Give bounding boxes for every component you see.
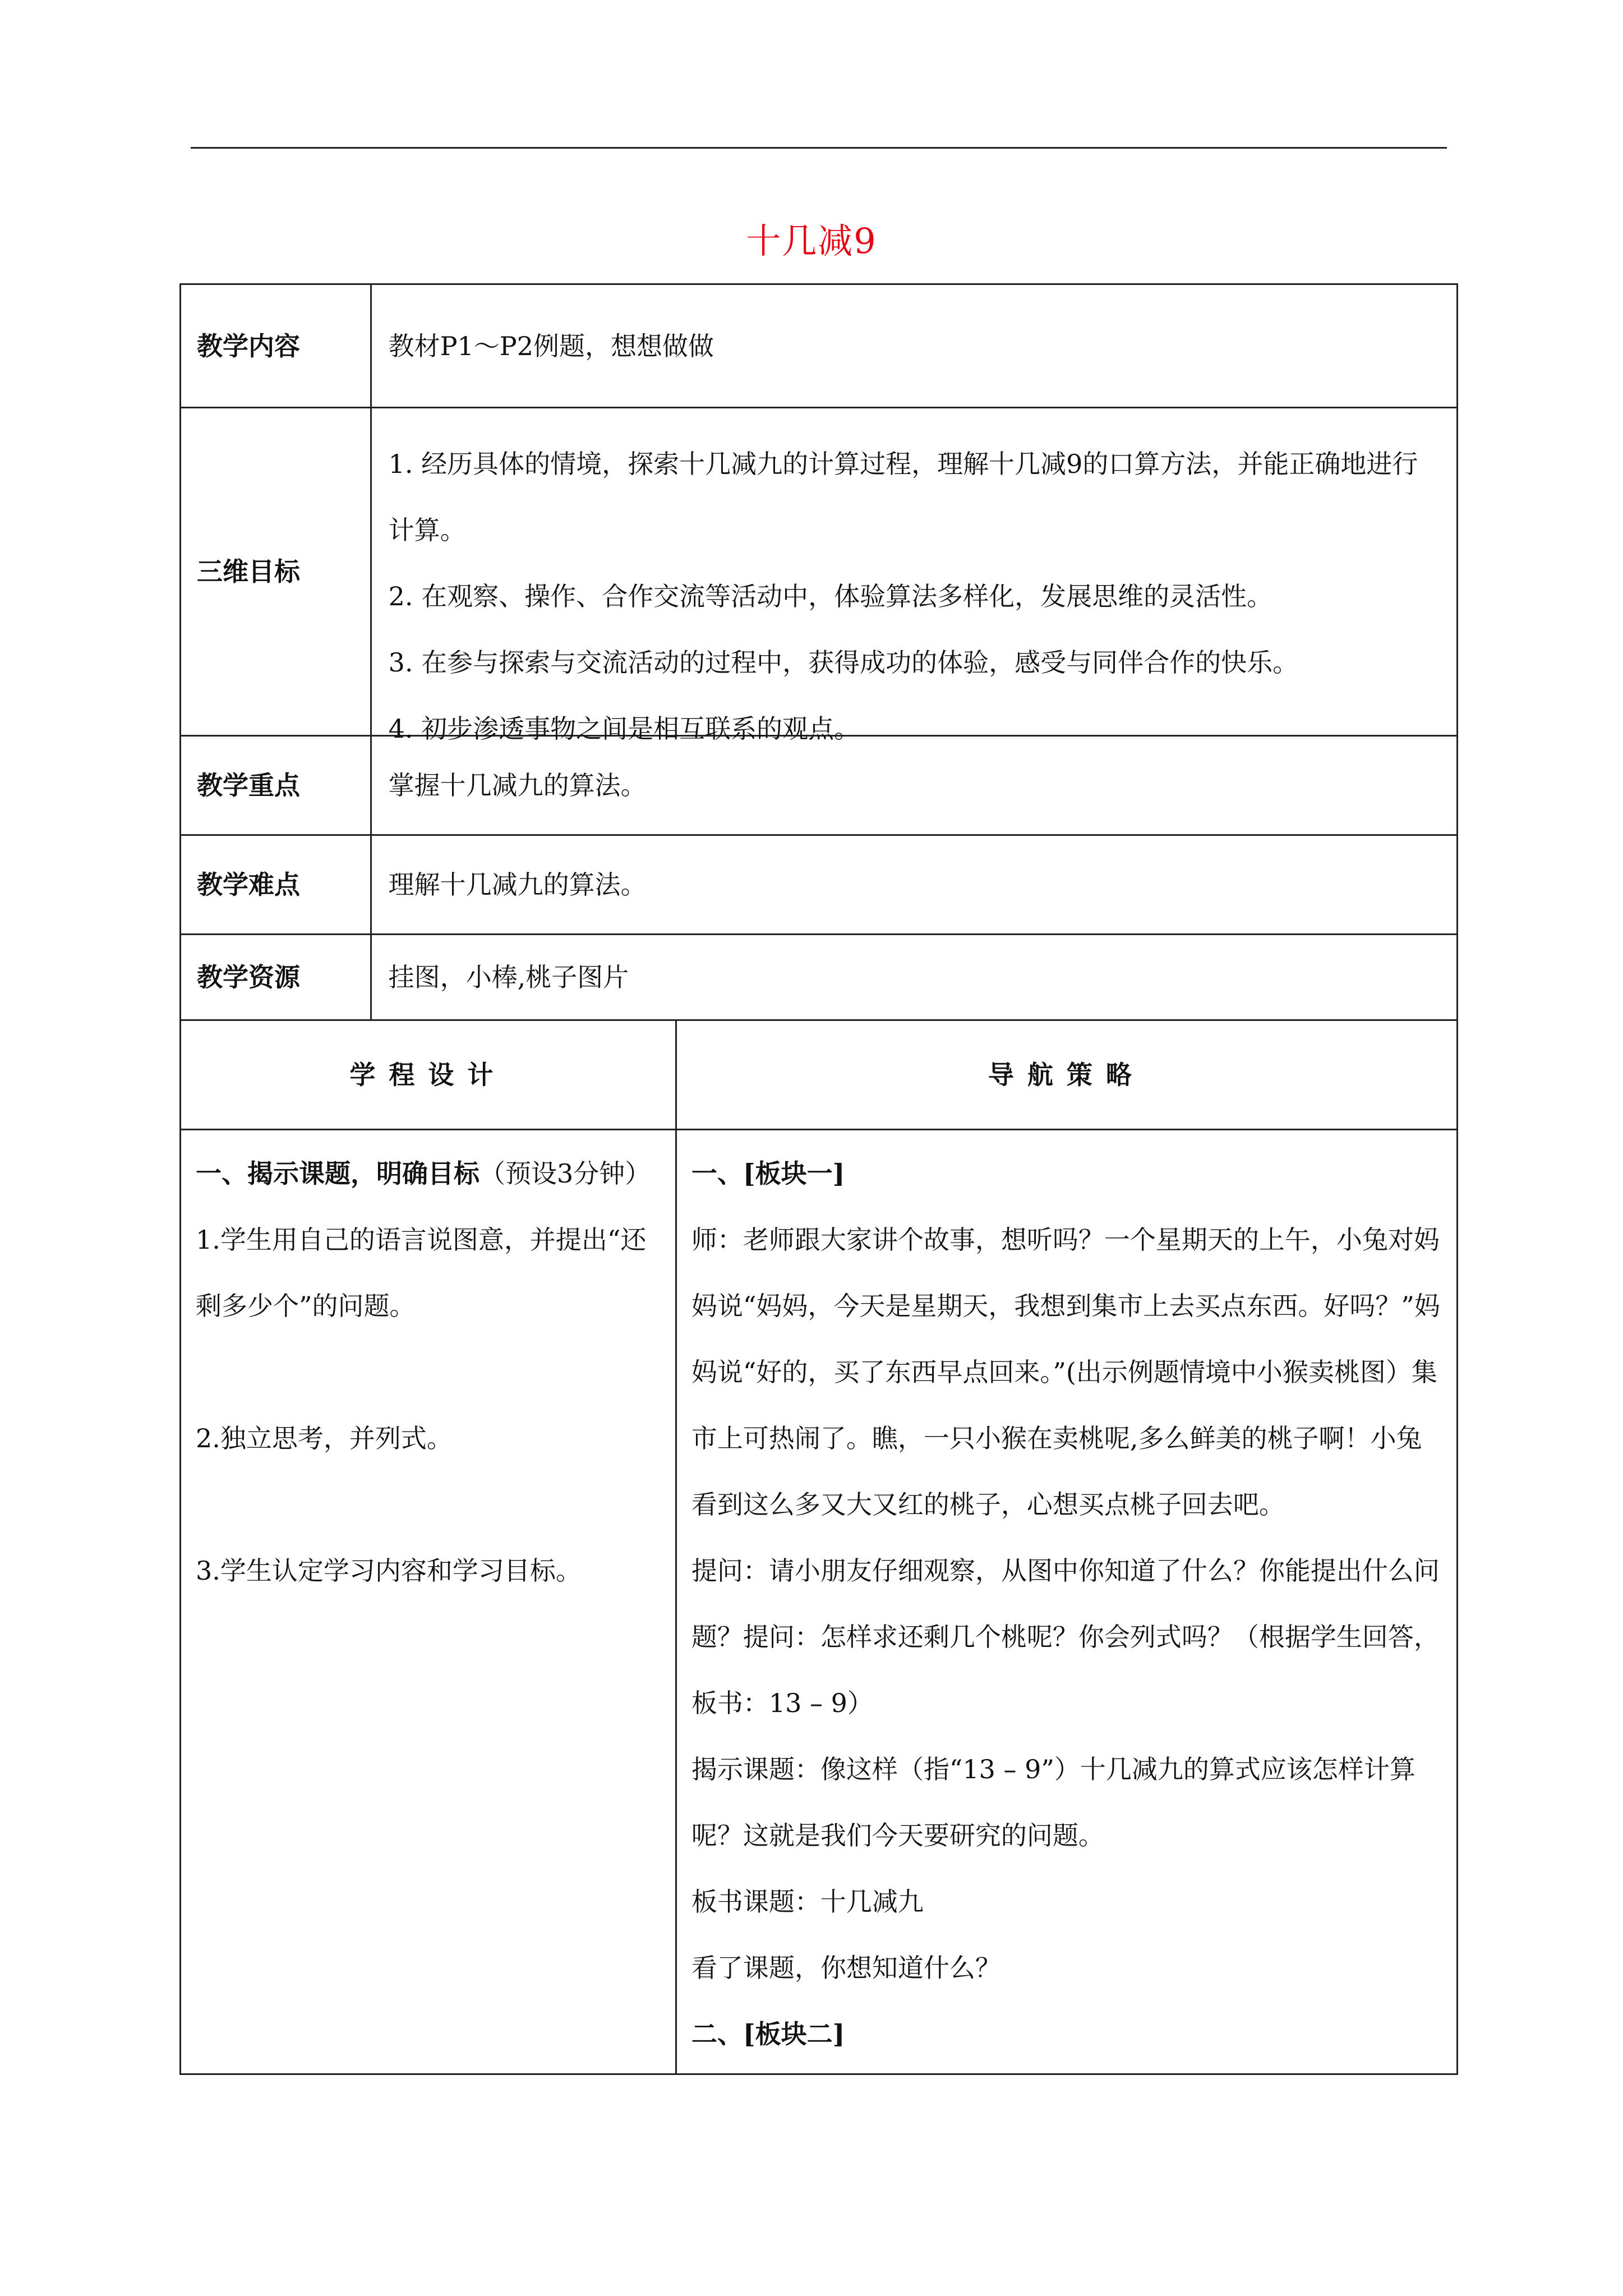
- value-teaching-content: 教材P1～P2例题，想想做做: [372, 285, 1458, 407]
- row-teaching-content: [181, 285, 1458, 408]
- step-1: 1.学生用自己的语言说图意，并提出“还剩多少个”的问题。: [196, 1225, 647, 1321]
- navigation-strategy-column: [677, 1130, 1458, 2073]
- goal-item-3: 3. 在参与探索与交流活动的过程中，获得成功的体验，感受与同伴合作的快乐。: [388, 647, 1299, 678]
- row-resources: [181, 935, 1458, 1021]
- row-design-body: [181, 1130, 1458, 2075]
- goal-item-2: 2. 在观察、操作、合作交流等活动中，体验算法多样化，发展思维的灵活性。: [388, 581, 1273, 611]
- section-one-time: （预设3分钟）: [479, 1158, 651, 1189]
- block-two-heading: 二、[板块二]: [691, 2019, 845, 2049]
- label-goals: 三维目标: [181, 408, 372, 735]
- goal-item-4: 4. 初步渗透事物之间是相互联系的观点。: [388, 714, 860, 744]
- strategy-paragraph-3: 揭示课题：像这样（指“13 – 9”）十几减九的算式应该怎样计算呢？这就是我们今天要研究的问题。: [691, 1754, 1415, 1851]
- row-key-point: [181, 737, 1458, 836]
- row-difficulty: [181, 836, 1458, 935]
- goal-item-1: 1. 经历具体的情境，探索十几减九的计算过程，理解十几减9的口算方法，并能正确地进行计算。: [388, 449, 1418, 545]
- label-resources: 教学资源: [181, 935, 372, 1019]
- document-title: 十几减9: [746, 220, 877, 261]
- value-resources: 挂图，小棒,桃子图片: [372, 935, 1458, 1019]
- step-3: 3.学生认定学习内容和学习目标。: [196, 1556, 582, 1586]
- value-goals: [372, 408, 1458, 744]
- row-design-headers: [181, 1021, 1458, 1130]
- label-key-point: 教学重点: [181, 737, 372, 834]
- value-key-point: 掌握十几减九的算法。: [372, 737, 1458, 834]
- section-one-title: 一、揭示课题，明确目标: [196, 1158, 479, 1189]
- value-difficulty: 理解十几减九的算法。: [372, 836, 1458, 933]
- strategy-paragraph-1: 师：老师跟大家讲个故事，想听吗？一个星期天的上午，小兔对妈妈说“妈妈，今天是星期天，我想到集市上去买点东西。好吗？”妈妈说“好的，买了东西早点回来。”(出示例题情境中小猴卖桃图）集市上可热闹了。瞧，一只小猴在卖桃呢,多么鲜美的桃子啊！小兔看到这么多又大又红的桃子，心想买点桃子回去吧。: [691, 1225, 1440, 1520]
- row-goals: [181, 408, 1458, 744]
- header-rule: [191, 147, 1447, 149]
- strategy-paragraph-4: 板书课题：十几减九: [691, 1887, 924, 1917]
- header-learning-design: 学程设计: [181, 1021, 677, 1129]
- strategy-paragraph-5: 看了课题，你想知道什么？: [691, 1953, 1001, 1983]
- lesson-plan-table: [179, 283, 1458, 2075]
- header-navigation-strategy: 导航策略: [677, 1021, 1458, 1129]
- learning-design-column: [181, 1130, 677, 2073]
- label-teaching-content: 教学内容: [181, 285, 372, 407]
- section-one-heading: [196, 1140, 661, 1207]
- label-difficulty: 教学难点: [181, 836, 372, 933]
- block-one-heading: 一、[板块一]: [691, 1158, 845, 1189]
- strategy-paragraph-2: 提问：请小朋友仔细观察，从图中你知道了什么？你能提出什么问题？提问：怎样求还剩几个桃呢？你会列式吗？（根据学生回答，板书：13 – 9）: [691, 1556, 1440, 1718]
- step-2: 2.独立思考，并列式。: [196, 1423, 453, 1453]
